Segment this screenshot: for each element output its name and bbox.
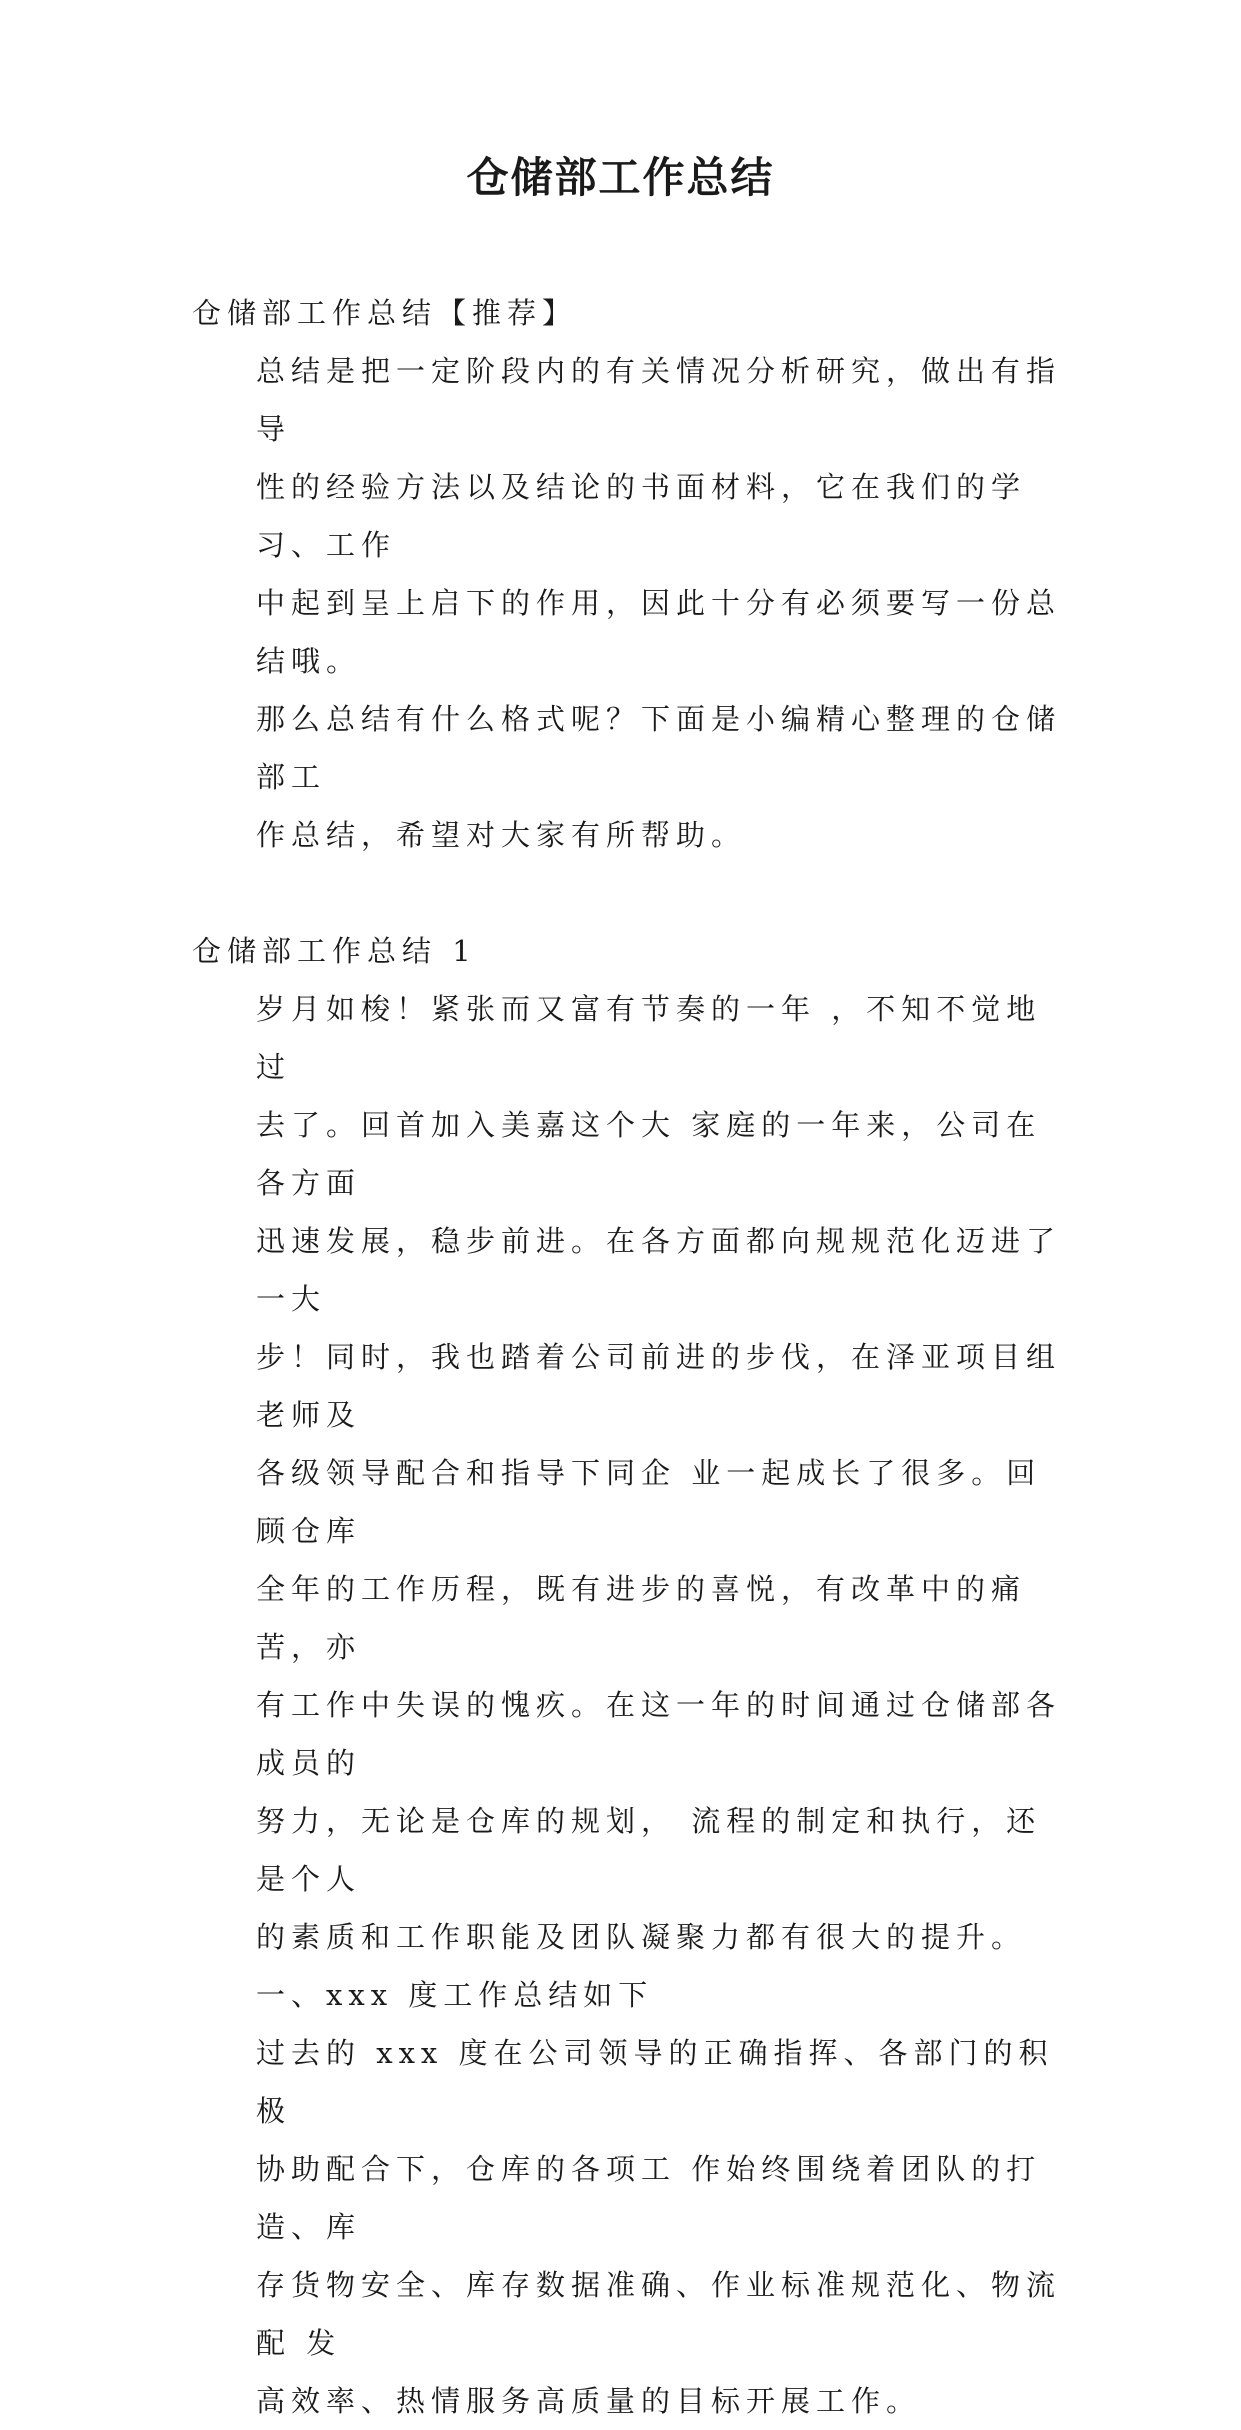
item-1-paragraph: 过去的 xxx 度在公司领导的正确指挥、各部门的积极 协助配合下，仓库的各项工 作始终围绕着团队的打造、库 存货物安全、库存数据准确、作业标准规范化、物流配 发 高效率、热情服务高质量的目标开展工作。: [256, 2036, 1062, 2418]
section-1-heading: 仓储部工作总结 1: [192, 934, 477, 968]
intro-paragraph: 总结是把一定阶段内的有关情况分析研究，做出有指导 性的经验方法以及结论的书面材料，它在我们的学习、工作 中起到呈上启下的作用，因此十分有必须要写一份总结哦。 那么总结有什么格式呢？下面是小编精心整理的仓储部工 作总结，希望对大家有所帮助。: [256, 354, 1062, 852]
section-1-paragraph: 岁月如梭！紧张而又富有节奏的一年 ，不知不觉地过 去了。回首加入美嘉这个大 家庭的一年来，公司在各方面 迅速发展，稳步前进。在各方面都向规规范化迈进了一大 步！同时，我也踏着公司前进的步伐，在泽亚项目组老师及 各级领导配合和指导下同企 业一起成长了很多。回顾仓库 全年的工作历程，既有进步的喜悦，有改革中的痛苦，亦 有工作中失误的愧疚。在这一年的时间通过仓储部各成员的 努力，无论是仓库的规划， 流程的制定和执行，还是个人 的素质和工作职能及团队凝聚力都有很大的提升。: [256, 992, 1062, 1954]
document-title: 仓储部工作总结: [466, 153, 775, 202]
document-body: [192, 284, 1072, 2430]
document-subtitle: 仓储部工作总结【推荐】: [192, 296, 578, 330]
item-1-heading: 一、xxx 度工作总结如下: [256, 1978, 654, 2012]
